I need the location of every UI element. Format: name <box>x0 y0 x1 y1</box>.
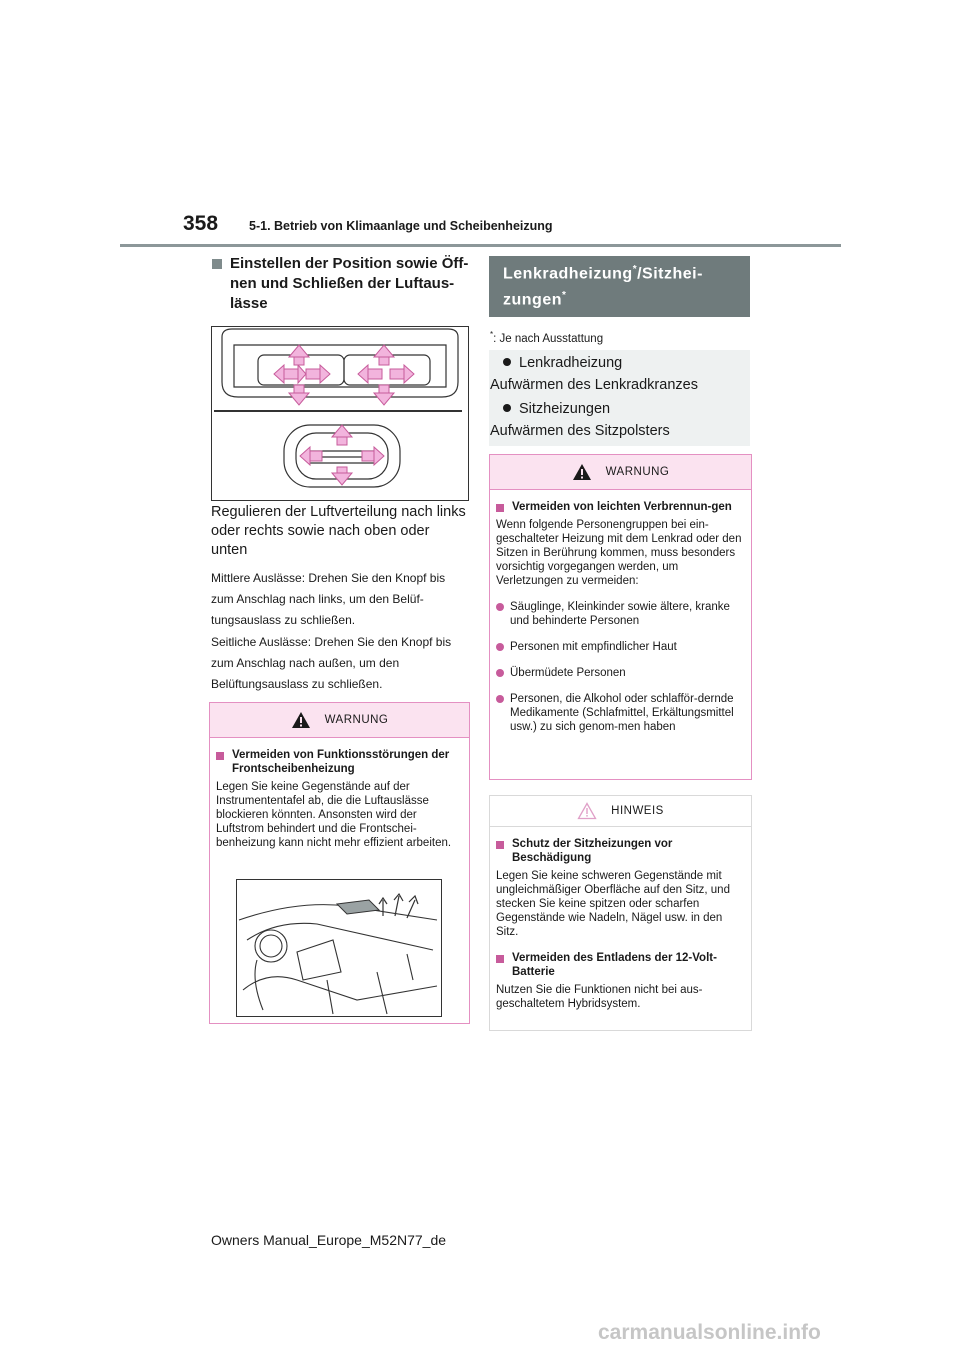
warning-bullet <box>496 692 745 734</box>
feature-item <box>489 355 622 371</box>
footnote <box>490 330 603 345</box>
warning-subheading-text: Vermeiden von leichten Verbrennun-gen <box>512 501 732 513</box>
warning-label: WARNUNG <box>605 466 670 478</box>
note-subheading-text: Schutz der Sitzheizungen vor Beschädigung <box>512 838 673 864</box>
note-text: Nutzen Sie die Funktionen nicht bei aus-geschaltetem Hybridsystem. <box>496 984 703 1010</box>
warning-bullet-text: Säuglinge, Kleinkinder sowie ältere, kranke und behinderte Personen <box>510 601 730 627</box>
square-bullet-icon <box>216 752 224 760</box>
section-title-line-2 <box>503 290 566 309</box>
watermark: carmanualsonline.info <box>598 1321 821 1344</box>
header-divider <box>120 244 841 247</box>
feature-name: Lenkradheizung <box>519 355 623 371</box>
section-title-part: zungen <box>503 291 562 309</box>
feature-description: Aufwärmen des Sitzpolsters <box>490 423 670 439</box>
chapter-title: 5-1. Betrieb von Klimaanlage und Scheibenheizung <box>249 219 553 233</box>
features-block <box>489 350 750 446</box>
footer-text: Owners Manual_Europe_M52N77_de <box>211 1232 447 1248</box>
note-label: HINWEIS <box>611 805 664 817</box>
warning-bullet-text: Übermüdete Personen <box>510 667 626 679</box>
warning-text: Legen Sie keine Gegenstände auf der Instrumententafel ab, die die Luftauslässe blockieren könnten. Ansonsten wird der Luftstrom behindert und die Frontschei-benheizung kann nicht mehr effizient arbeiten. <box>216 781 452 849</box>
bullet-dot-icon <box>496 643 504 651</box>
asterisk-mark: * <box>632 264 638 275</box>
warning-bullet <box>496 600 745 628</box>
warning-box-defroster <box>209 702 470 1024</box>
note-subheading <box>496 951 745 979</box>
warning-bullet-text: Personen mit empfindlicher Haut <box>510 641 677 653</box>
section-title-part: Lenkradheizung <box>503 265 633 283</box>
warning-bullet <box>496 666 745 680</box>
section-heading-box <box>489 256 750 317</box>
air-vent-illustration <box>211 326 469 501</box>
note-text: Legen Sie keine schweren Gegenstände mit ungleichmäßiger Oberfläche auf den Sitz, und stecken Sie keine spitzen oder scharfen Gegenstände wie Nadeln, Nägel usw. in den Sitz. <box>496 870 730 938</box>
warning-header <box>490 455 751 490</box>
square-bullet-icon <box>212 259 222 269</box>
side-vents-text: Seitliche Auslässe: Drehen Sie den Knopf bis zum Anschlag nach außen, um den Belüftungsauslass zu schließen. <box>211 635 452 691</box>
bullet-dot-icon <box>503 358 511 366</box>
warning-triangle-icon <box>572 463 592 481</box>
bullet-dot-icon <box>496 669 504 677</box>
note-subheading-text: Vermeiden des Entladens der 12-Volt-Batterie <box>512 952 717 978</box>
footnote-mark: * <box>490 330 494 339</box>
section-title-part: /Sitzhei- <box>637 265 703 283</box>
warning-bullet-text: Personen, die Alkohol oder schlafför-dernde Medikamente (Schlafmittel, Erkältungsmittel usw.) zu sich genom-men haben <box>510 693 734 733</box>
warning-label: WARNUNG <box>324 714 389 726</box>
vent-heading-text: Einstellen der Position sowie Öff-nen und Schließen der Luftaus-lässe <box>230 255 469 312</box>
note-box <box>489 795 752 1031</box>
warning-subheading <box>216 748 463 776</box>
square-bullet-icon <box>496 841 504 849</box>
center-vents-text: Mittlere Auslässe: Drehen Sie den Knopf bis zum Anschlag nach links, um den Belüf-tungsauslass zu schließen. <box>211 571 446 627</box>
feature-description: Aufwärmen des Lenkradkranzes <box>490 377 698 393</box>
warning-triangle-icon <box>291 711 311 729</box>
note-subheading <box>496 837 745 865</box>
asterisk-mark: * <box>562 290 567 301</box>
figure-caption: Regulieren der Luftverteilung nach links oder rechts sowie nach oben oder unten <box>211 504 466 558</box>
warning-text: Wenn folgende Personengruppen bei ein-geschalteter Heizung mit dem Lenkrad oder den Sitzen in Berührung kommen, muss besonders vorsichtig vorgegangen werden, um Verletzungen zu vermeiden: <box>496 519 742 587</box>
footnote-text: : Je nach Ausstattung <box>493 332 604 345</box>
warning-subheading-text: Vermeiden von Funktionsstörungen der Frontscheibenheizung <box>232 749 450 775</box>
bullet-dot-icon <box>496 603 504 611</box>
warning-subheading <box>496 500 745 514</box>
vent-section-heading <box>212 254 470 314</box>
notice-triangle-icon <box>577 802 597 820</box>
square-bullet-icon <box>496 955 504 963</box>
feature-name: Sitzheizungen <box>519 401 611 417</box>
square-bullet-icon <box>496 504 504 512</box>
warning-box-burns <box>489 454 752 780</box>
note-header <box>490 796 751 827</box>
dashboard-illustration <box>236 879 442 1017</box>
page-number: 358 <box>183 212 219 235</box>
bullet-dot-icon <box>496 695 504 703</box>
feature-item <box>489 401 610 417</box>
bullet-dot-icon <box>503 404 511 412</box>
warning-bullet <box>496 640 745 654</box>
warning-header <box>210 703 469 738</box>
section-title-line-1 <box>503 264 703 283</box>
